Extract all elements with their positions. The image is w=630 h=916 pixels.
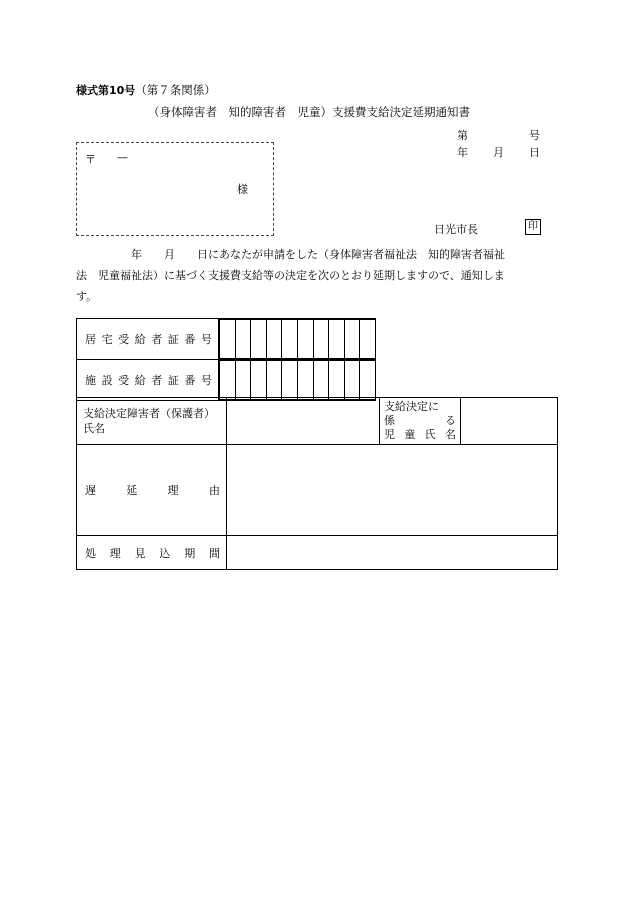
- label-char: 宅: [101, 333, 113, 346]
- label-char: 番: [184, 374, 196, 387]
- expected-period-text: [77, 545, 226, 561]
- child-name-kakaru-2: る: [445, 414, 456, 427]
- label-char: 番: [184, 333, 196, 346]
- issuer-name: 日光市長: [434, 223, 478, 236]
- form-number-line: [76, 82, 216, 98]
- body-line-1: 年 月 日にあなたが申請をした（身体障害者福祉法 知的障害者福祉: [76, 248, 505, 261]
- applicant-name-label-2: 氏名: [83, 422, 105, 435]
- expected-period-label: [77, 536, 227, 570]
- body-line-3: す。: [76, 290, 98, 303]
- applicant-name-label: [77, 398, 227, 445]
- child-name-label-2: [384, 414, 456, 428]
- label-char: 施: [85, 374, 96, 387]
- label-char: 処: [85, 546, 96, 560]
- doc-number-prefix: 第: [457, 129, 468, 142]
- date-month: 月: [493, 146, 504, 159]
- label-char: 童: [404, 428, 416, 441]
- label-char: 間: [208, 546, 220, 560]
- label-char: 氏: [424, 428, 436, 441]
- address-box: [76, 142, 274, 236]
- facility-recipient-label: [77, 360, 219, 401]
- delay-reason-label: [77, 445, 227, 536]
- postal-dash: —: [117, 151, 128, 164]
- child-name-kakaru-1: 係: [384, 414, 395, 427]
- label-char: 給: [134, 333, 146, 346]
- applicant-name-value[interactable]: [227, 398, 380, 445]
- home-recipient-label: [77, 319, 219, 360]
- form-number: 様式第10号: [76, 84, 136, 97]
- child-name-value[interactable]: [461, 398, 558, 445]
- seal-mark: 印: [525, 219, 541, 235]
- date-day: 日: [529, 146, 540, 159]
- label-char: 受: [118, 374, 130, 387]
- child-name-label-1: 支給決定に: [384, 400, 439, 413]
- home-digit-grid: [219, 319, 375, 359]
- child-name-label-3: [384, 428, 456, 442]
- facility-recipient-text: [77, 372, 218, 388]
- label-char: 理: [167, 484, 179, 497]
- body-line-2: 法 児童福祉法）に基づく支援費支給等の決定を次のとおり延期しますので、通知しま: [76, 269, 505, 282]
- home-recipient-text: [77, 331, 218, 347]
- honorific-sama: 様: [237, 183, 248, 196]
- label-char: 見: [134, 546, 146, 560]
- label-char: 居: [85, 333, 96, 346]
- child-name-label: [380, 398, 461, 445]
- facility-recipient-number-cell[interactable]: [219, 360, 376, 401]
- label-char: 者: [151, 374, 163, 387]
- label-char: 受: [118, 333, 130, 346]
- label-char: 児: [384, 428, 395, 441]
- label-char: 給: [134, 374, 146, 387]
- postal-mark: 〒: [85, 153, 96, 166]
- label-char: 込: [159, 546, 171, 560]
- applicant-name-label-1: 支給決定障害者（保護者）: [83, 407, 215, 420]
- label-char: 理: [109, 546, 121, 560]
- label-char: 由: [208, 484, 220, 497]
- label-char: 証: [167, 333, 179, 346]
- label-char: 証: [167, 374, 179, 387]
- label-char: 期: [184, 546, 196, 560]
- label-char: 設: [101, 374, 113, 387]
- label-char: 名: [444, 428, 456, 441]
- label-char: 号: [200, 333, 212, 346]
- label-char: 号: [200, 374, 212, 387]
- facility-digit-grid: [219, 360, 375, 400]
- delay-reason-text: [77, 482, 226, 498]
- doc-number-suffix: 号: [529, 129, 540, 142]
- label-char: 遅: [85, 484, 96, 497]
- recipient-number-table: [76, 318, 376, 401]
- delay-reason-value[interactable]: [227, 445, 558, 536]
- expected-period-value[interactable]: [227, 536, 558, 570]
- document-title: （身体障害者 知的障害者 児童）支援費支給決定延期通知書: [148, 105, 470, 119]
- label-char: 者: [151, 333, 163, 346]
- notice-details-table: [76, 397, 558, 570]
- notice-body: [76, 244, 562, 307]
- date-year: 年: [457, 146, 468, 159]
- label-char: 延: [126, 484, 138, 497]
- home-recipient-number-cell[interactable]: [219, 319, 376, 360]
- form-reference: （第７条関係）: [135, 83, 216, 97]
